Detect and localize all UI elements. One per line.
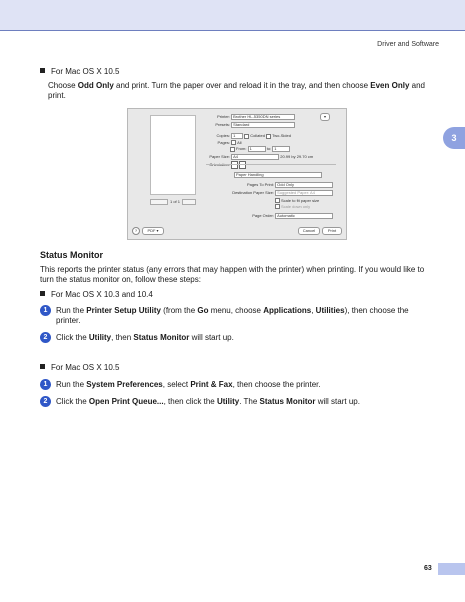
copies-input[interactable]: 1: [231, 133, 243, 139]
to-input[interactable]: 1: [272, 146, 290, 152]
chapter-tab: 3: [443, 127, 465, 149]
preview-nav-buttons[interactable]: [150, 199, 168, 205]
scale-down-checkbox[interactable]: [275, 204, 280, 209]
two-sided-checkbox[interactable]: [266, 134, 271, 139]
step-number-icon: 1: [40, 379, 51, 390]
os-section-heading: For Mac OS X 10.5: [40, 67, 119, 76]
printer-select[interactable]: Brother HL-5350DN series: [231, 114, 295, 120]
square-bullet-icon: [40, 364, 45, 369]
pages-to-print-select[interactable]: Odd Only: [275, 182, 333, 188]
page-order-select[interactable]: Automatic: [275, 213, 333, 219]
page-header-title: Driver and Software: [377, 41, 439, 48]
scale-fit-checkbox[interactable]: [275, 198, 280, 203]
from-input[interactable]: 1: [248, 146, 266, 152]
paper-size-select[interactable]: A4: [231, 154, 279, 160]
step-number-icon: 2: [40, 396, 51, 407]
print-button[interactable]: Print: [322, 227, 342, 235]
page-count: 1 of 1: [170, 199, 181, 204]
presets-select[interactable]: Standard: [231, 122, 295, 128]
step-number-icon: 2: [40, 332, 51, 343]
portrait-orientation-icon[interactable]: [231, 161, 238, 169]
presets-label: Presets:: [215, 122, 230, 128]
step-a1: 1 Run the Printer Setup Utility (from the Go menu, choose Applications, Utilities), then choose the printer.: [40, 306, 435, 326]
printer-label: Printer:: [217, 114, 230, 120]
destination-paper-select[interactable]: Suggested Paper: A4: [275, 190, 333, 196]
cancel-button[interactable]: Cancel: [298, 227, 320, 235]
dialog-separator: [206, 164, 336, 165]
destination-paper-label: Destination Paper Size:: [232, 190, 274, 196]
page-number: 63: [424, 565, 432, 572]
step-number-icon: 1: [40, 305, 51, 316]
page-order-label: Page Order:: [252, 213, 274, 219]
top-header-band: [0, 0, 465, 31]
footer-band: [438, 563, 465, 575]
step-b1: 1 Run the System Preferences, select Print & Fax, then choose the printer.: [40, 380, 435, 390]
instruction-paragraph: Choose Odd Only and print. Turn the paper over and reload it in the tray, and then choose Even Only and print.: [48, 81, 425, 100]
paper-dimensions: 20.99 by 29.70 cm: [280, 154, 314, 160]
paper-size-label: Paper Size:: [209, 154, 230, 160]
preview-nav-next[interactable]: [182, 199, 196, 205]
pages-range-radio[interactable]: [230, 147, 235, 152]
status-monitor-heading: Status Monitor: [40, 250, 103, 260]
pdf-button[interactable]: PDF ▾: [142, 227, 164, 235]
square-bullet-icon: [40, 68, 45, 73]
pages-to-print-label: Pages To Print:: [246, 182, 274, 188]
pages-all-radio[interactable]: [231, 140, 236, 145]
os-section-heading-a: For Mac OS X 10.3 and 10.4: [40, 290, 153, 299]
expand-toggle-button[interactable]: ▾: [320, 113, 330, 121]
copies-label: Copies:: [216, 133, 230, 139]
status-monitor-description: This reports the printer status (any errors that may happen with the printer) when printing. If you would like to turn the status monitor on, follow these steps:: [40, 265, 425, 284]
os-section-heading-b: For Mac OS X 10.5: [40, 363, 119, 372]
collated-checkbox[interactable]: [244, 134, 249, 139]
pages-label: Pages:: [217, 140, 230, 145]
step-a2: 2 Click the Utility, then Status Monitor will start up.: [40, 333, 435, 343]
step-b2: 2 Click the Open Print Queue..., then click the Utility. The Status Monitor will start up.: [40, 397, 435, 407]
help-icon[interactable]: ?: [132, 227, 140, 235]
page-preview: [150, 115, 196, 195]
square-bullet-icon: [40, 291, 45, 296]
print-dialog-screenshot: 1 of 1 Printer: Brother HL-5350DN series ▾ Presets: Standard Copies: 1 Collated Two-Sided Pages: All From: 1 to: 1 Paper Size: A4 20.99 by 29.70 cm Paper Handling Pages To Print: Odd Only Destination Paper Size: Suggested Paper: A4 Scale to fit paper size Scale down only Page Order: Automatic ? PDF ▾ Cancel Print: [127, 108, 347, 240]
landscape-orientation-icon[interactable]: [239, 161, 246, 169]
panel-select[interactable]: Paper Handling: [234, 172, 322, 178]
